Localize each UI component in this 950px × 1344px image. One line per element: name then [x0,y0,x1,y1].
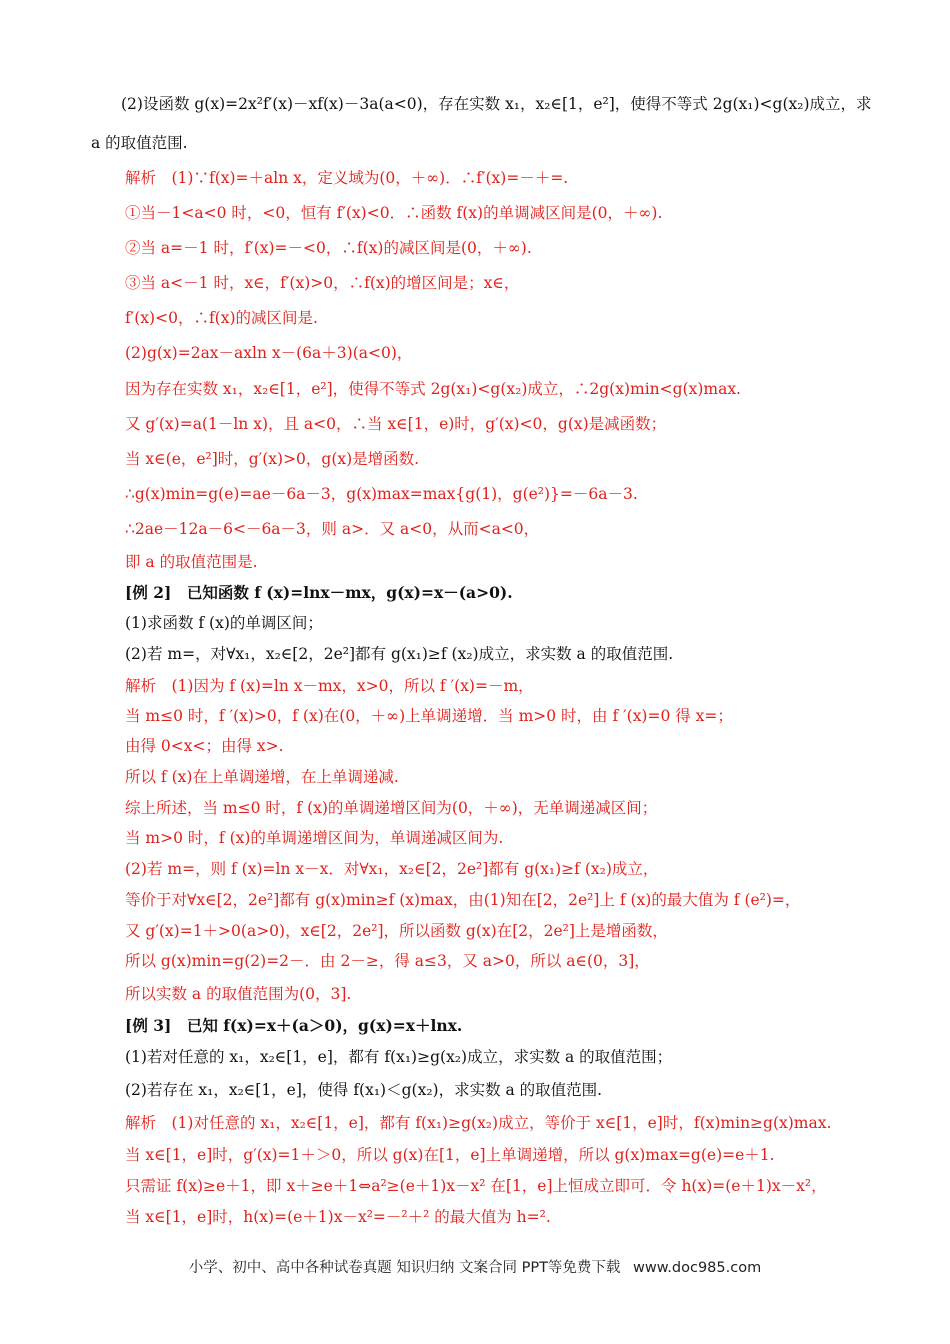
example-3-heading: [例 3] 已知 f(x)=x＋(a＞0)，g(x)=x＋lnx. [125,1016,463,1035]
example-2-part-2: (2)若 m=，对∀x₁，x₂∈[2，2e²]都有 g(x₁)≥f (x₂)成立，求实数 a 的取值范围. [125,645,674,663]
solution-1-case-2: ②当 a=－1 时，f′(x)=－<0，∴f(x)的减区间是(0，＋∞). [125,239,532,257]
example-2-solution-line-5: 综上所述，当 m≤0 时，f (x)的单调递增区间为(0，＋∞)，无单调递减区间； [125,799,658,817]
solution-2-line-6: ∴2ae－12a－6<－6a－3，则 a>．又 a<0，从而<a<0， [125,520,540,538]
example-2-solution-line-2: 当 m≤0 时，f ′(x)>0，f (x)在(0，＋∞)上单调递增．当 m>0 时，由 f ′(x)=0 得 x=； [125,707,733,725]
example-2-solution-line-4: 所以 f (x)在上单调递增，在上单调递减. [125,768,399,786]
example-3-solution-line-2: 当 x∈[1，e]时，g′(x)=1＋＞0，所以 g(x)在[1，e]上单调递增，所以 g(x)max=g(e)=e＋1. [125,1146,775,1164]
example-3-solution-line-3: 只需证 f(x)≥e＋1，即 x＋≥e＋1⇔a²≥(e＋1)x－x² 在[1，e]上恒成立即可．令 h(x)=(e＋1)x－x²， [125,1177,827,1195]
solution-1-case-3-cont: f′(x)<0，∴f(x)的减区间是. [125,309,318,327]
problem-part-2-line-2: a 的取值范围. [91,134,188,152]
example-3-part-2: (2)若存在 x₁，x₂∈[1，e]，使得 f(x₁)＜g(x₂)，求实数 a 的取值范围. [125,1081,603,1099]
example-2-solution-line-1: 解析 (1)因为 f (x)=ln x－mx，x>0，所以 f ′(x)=－m， [125,677,534,695]
solution-2-line-5: ∴g(x)min=g(e)=ae－6a－3，g(x)max=max{g(1)，g(e²)}=－6a－3. [125,485,638,503]
footer-link[interactable]: www.doc985.com [633,1260,762,1276]
solution-2-line-2: 因为存在实数 x₁，x₂∈[1，e²]，使得不等式 2g(x₁)<g(x₂)成立，∴2g(x)min<g(x)max. [125,380,741,398]
example-3-solution-line-4: 当 x∈[1，e]时，h(x)=(e＋1)x－x²=－²＋² 的最大值为 h=². [125,1208,551,1226]
example-2-part-1: (1)求函数 f (x)的单调区间； [125,614,323,632]
example-2-solution-line-10: 所以 g(x)min=g(2)=2－．由 2－≥，得 a≤3，又 a>0，所以 a∈(0，3]， [125,952,650,970]
page-footer [0,1256,950,1277]
example-2-solution-line-8: 等价于对∀x∈[2，2e²]都有 g(x)min≥f (x)max，由(1)知在[2，2e²]上 f (x)的最大值为 f (e²)=， [125,891,801,909]
solution-2-line-3: 又 g′(x)=a(1－ln x)，且 a<0，∴当 x∈[1，e)时，g′(x)<0，g(x)是减函数； [125,415,667,433]
solution-1-heading: 解析 (1)∵f(x)=＋aln x，定义域为(0，＋∞)．∴f′(x)=－＋=. [125,169,569,187]
solution-1-case-3: ③当 a<－1 时，x∈，f′(x)>0，∴f(x)的增区间是；x∈， [125,274,520,292]
solution-2-line-1: (2)g(x)=2ax－axln x－(6a＋3)(a<0)， [125,344,413,362]
solution-2-conclusion: 即 a 的取值范围是. [125,553,258,571]
example-2-solution-line-7: (2)若 m=，则 f (x)=ln x－x．对∀x₁，x₂∈[2，2e²]都有 g(x₁)≥f (x₂)成立， [125,860,659,878]
example-2-solution-line-9: 又 g′(x)=1＋>0(a>0)，x∈[2，2e²]，所以函数 g(x)在[2，2e²]上是增函数， [125,922,668,940]
example-3-solution-line-1: 解析 (1)对任意的 x₁，x₂∈[1，e]，都有 f(x₁)≥g(x₂)成立，等价于 x∈[1，e]时，f(x)min≥g(x)max. [125,1114,832,1132]
example-3-part-1: (1)若对任意的 x₁，x₂∈[1，e]，都有 f(x₁)≥g(x₂)成立，求实数 a 的取值范围； [125,1048,673,1066]
footer-text: 小学、初中、高中各种试卷真题 知识归纳 文案合同 PPT等免费下载 [188,1260,621,1276]
example-2-heading: [例 2] 已知函数 f (x)=lnx－mx，g(x)=x－(a>0). [125,583,513,602]
example-2-solution-conclusion: 所以实数 a 的取值范围为(0，3]. [125,985,352,1003]
solution-2-line-4: 当 x∈(e，e²]时，g′(x)>0，g(x)是增函数. [125,450,420,468]
example-2-solution-line-3: 由得 0<x<；由得 x>. [125,737,284,755]
problem-part-2-line-1: (2)设函数 g(x)=2x²f′(x)－xf(x)－3a(a<0)，存在实数 x₁，x₂∈[1，e²]，使得不等式 2g(x₁)<g(x₂)成立，求 [121,95,872,113]
solution-1-case-1: ①当－1<a<0 时，<0，恒有 f′(x)<0．∴函数 f(x)的单调减区间是(0，＋∞). [125,204,663,222]
example-2-solution-line-6: 当 m>0 时，f (x)的单调递增区间为，单调递减区间为. [125,829,504,847]
